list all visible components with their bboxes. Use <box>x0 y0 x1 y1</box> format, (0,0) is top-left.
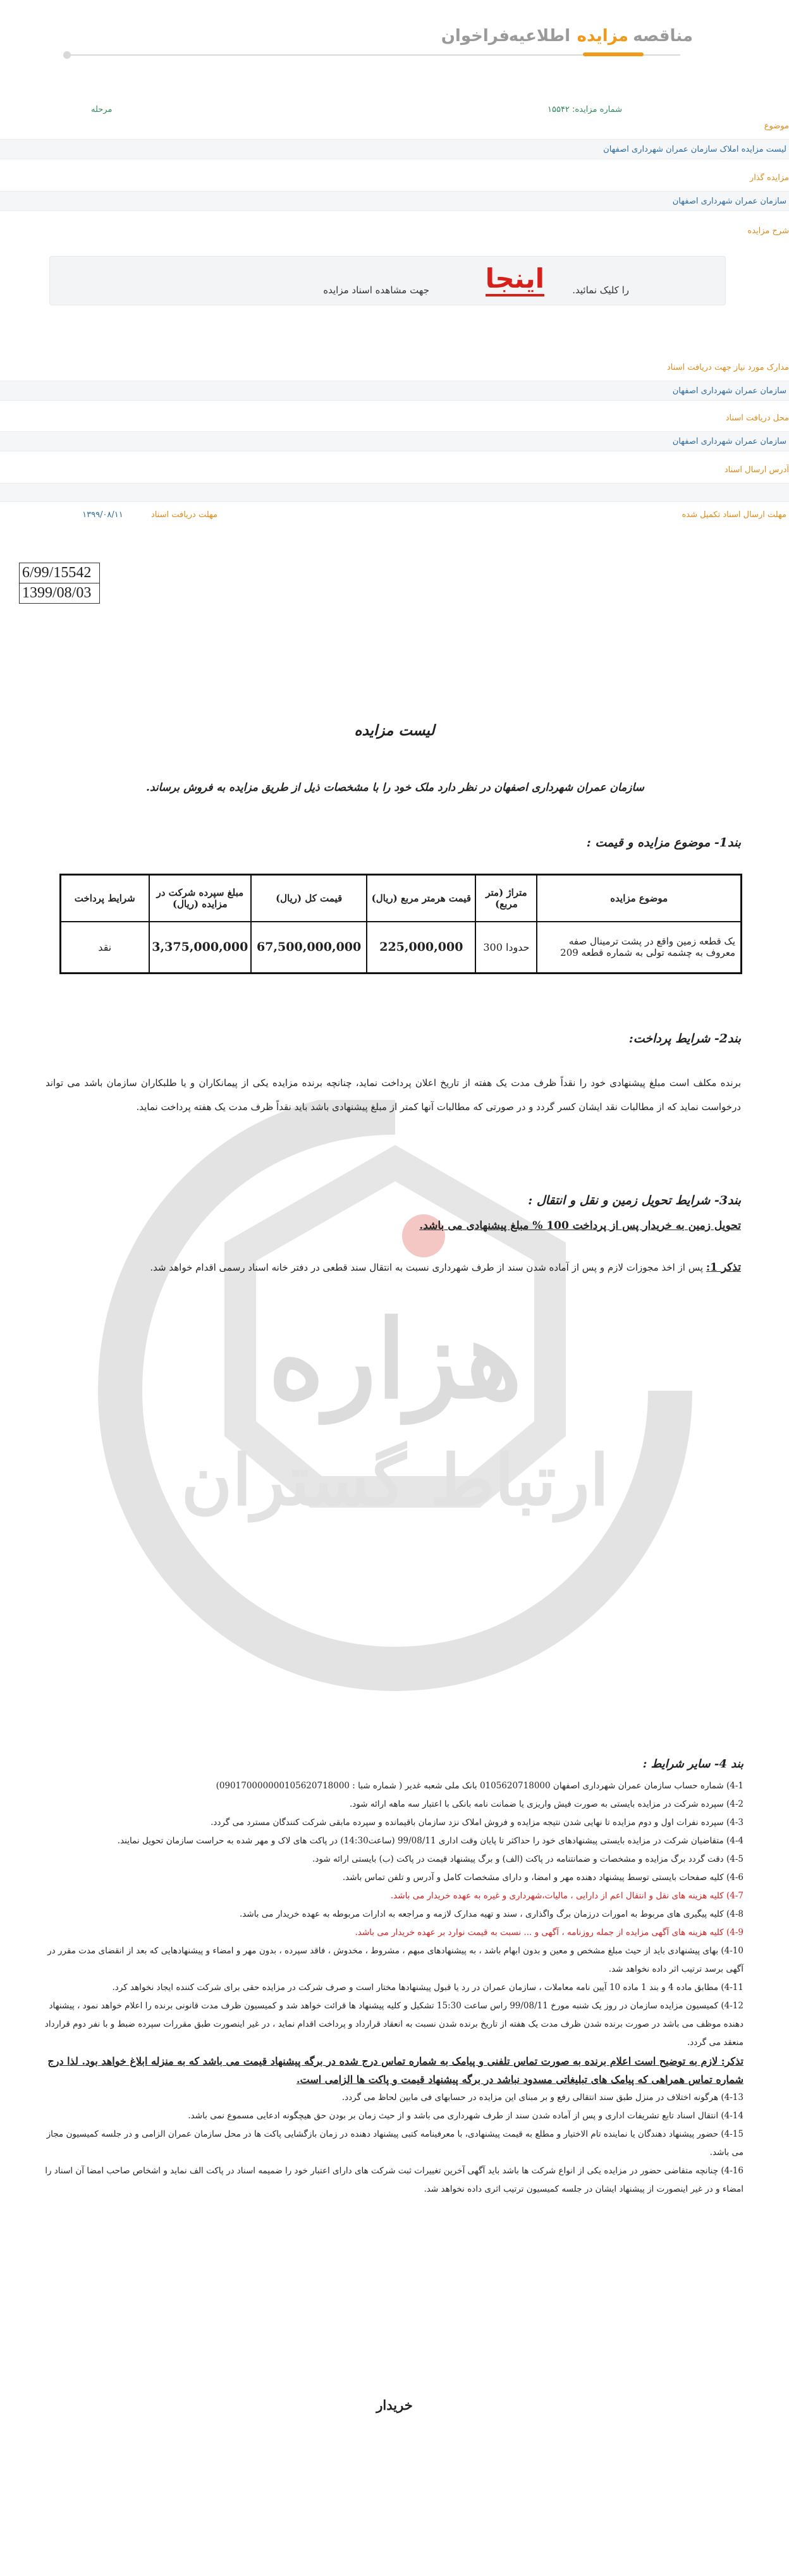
table-header: قیمت کل (ریال) <box>251 875 367 922</box>
table-header: مبلغ سپرده شرکت در مزایده (ریال) <box>149 875 252 922</box>
term-item: 4-11) مطابق ماده 4 و بند 1 ماده 10 آیین نامه معاملات ، سازمان عمران در رد یا قبول پیشنهادها مختار است و صرف شرکت در مزایده حقی برای شرکت کننده ایجاد نخواهد کرد. <box>112 1982 743 1993</box>
term-item: 4-7) کلیه هزینه های نقل و انتقال اعم از دارایی ، مالیات،شهرداری و غیره به عهده خریدار می باشد. <box>390 1891 743 1901</box>
delivery-line: تحویل زمین به خریدار پس از پرداخت 100 % مبلغ پیشنهادی می باشد. <box>419 1219 741 1232</box>
term-item: 4-15) حضور پیشنهاد دهندگان یا نماینده تام الاختیار و مطلع به قیمت پیشنهادی، با معرفینامه کتبی پیشنهاد دهنده در زمان بازگشایی پاکت ها در محل سازمان عمران الزامی و در جلسه کمیسیون مجاز می باشد. <box>46 2129 743 2158</box>
receive-place-field: سازمان عمران شهرداری اصفهان <box>0 431 789 451</box>
document-intro: سازمان عمران شهرداری اصفهان در نظر دارد ملک خود را با مشخصات ذیل از طریق مزایده به فروش برساند. <box>146 781 644 794</box>
term-item: 4-12) کمیسیون مزایده سازمان در روز یک شنبه مورخ 99/08/11 راس ساعت 15:30 تشکیل و کلیه پیشنهاد ها قرائت خواهد شد و کمیسیون ظرف مدت قانونی برنده را اعلام خواهد نمود ، پیشنهاد دهنده موظف می باشد در صورت برنده شدن ظرف مدت یک هفته از تاریخ برنده شدن نسبت به انعقاد قرارداد و پرداخت اقدام نماید ، در غیر اینصورت طبق مقررات سپرده ضبط و با نفر دوم قرارداد منعقد می گردد. <box>44 2001 743 2048</box>
description-label: شرح مزایده <box>747 226 789 236</box>
table-header-row <box>61 875 742 922</box>
watermark-logo <box>95 1100 695 1694</box>
subject-field: لیست مزایده املاک سازمان عمران شهرداری اصفهان <box>0 139 789 159</box>
buyer-signature-label: خریدار <box>376 2397 413 2413</box>
table-header: شرایط پرداخت <box>61 875 149 922</box>
document-title: لیست مزایده <box>354 722 435 739</box>
term-item: 4-4) متقاضیان شرکت در مزایده بایستی پیشنهادهای خود را حداکثر تا پایان وقت اداری 99/08/11 (ساعت14:30) در پاکت های لاک و مهر شده به حراست سازمان تحویل نمایند. <box>117 1836 743 1846</box>
stage-label: مرحله <box>91 105 113 114</box>
docs-label: مدارک مورد نیاز جهت دریافت اسناد <box>666 363 789 372</box>
tab-auction[interactable]: مزایده <box>577 27 628 46</box>
term-item: 4-10) بهای پیشنهادی باید از حیث مبلغ مشخص و معین و بدون ابهام باشد ، به پیشنهادهای مبهم ، مشروط ، مخدوش ، فاقد سپرده ، بدون مهر و امضاء و پیشنهادهایی که بعد از انقضای مدت مقرر در آگهی برسد ترتیب اثر داده نخواهد شد. <box>47 1946 743 1974</box>
payment-terms: برنده مکلف است مبلغ پیشنهادی خود را نقداً ظرف مدت یک هفته از تاریخ اعلان پرداخت نماید، چنانچه برنده مزایده یکی از پیمانکاران و یا طلبکاران سازمان باشد می تواند درخواست نماید که از مطالبات نقد ایشان کسر گردد و در صورتی که مطالبات آنها کمتر از مبلغ پیشنهادی باشد باید نقداً ظرف مدت یک هفته پرداخت نماید. <box>46 1077 741 1113</box>
receive-deadline: مهلت دریافت اسناد ۱۳۹۹/۰۸/۱۱ <box>82 510 217 520</box>
view-docs-prefix: جهت مشاهده اسناد مزایده <box>323 284 429 296</box>
receive-place-label: محل دریافت اسناد <box>725 413 789 423</box>
reference-date: 1399/08/03 <box>22 585 92 601</box>
tab-tender[interactable]: مناقصه <box>633 27 693 46</box>
other-terms <box>42 1755 743 2199</box>
table-cell: حدودا 300 <box>475 922 537 974</box>
term-item: 4-14) انتقال اسناد تابع تشریفات اداری و پس از آماده شدن سند از طرف شهرداری می باشد و از حیث زمان بر بودن حق هیچگونه ادعایی مسموع نمی باشد. <box>188 2111 743 2121</box>
reference-number: 6/99/15542 <box>20 563 99 583</box>
view-documents-box <box>49 256 726 305</box>
table-cell: 3,375,000,000 <box>149 922 252 974</box>
table-header: موضوع مزایده <box>537 875 741 922</box>
tab-underline <box>70 54 680 56</box>
send-address-label: آدرس ارسال اسناد <box>724 465 789 475</box>
section-2-title: بند2- شرایط پرداخت: <box>628 1032 741 1046</box>
tab-call[interactable]: فراخوان <box>441 27 510 46</box>
auction-items-table <box>59 874 742 974</box>
top-tabs <box>440 21 693 53</box>
term-item: 4-9) کلیه هزینه های آگهی مزایده از جمله روزنامه ، آگهی و ... نسبت به قیمت نوارد بر عهده خریدار می باشد. <box>355 1927 743 1938</box>
term-item: 4-6) کلیه صفحات بایستی توسط پیشنهاد دهنده مهر و امضا، و دارای مشخصات کامل و آدرس و تلفن تماس باشد. <box>342 1872 743 1883</box>
note-1: تذکر 1: پس از اخذ مجوزات لازم و پس از آماده شدن سند از طرف شهرداری نسبت به انتقال سند قطعی در دفتر خانه اسناد رسمی اقدام خواهد شد. <box>150 1261 741 1274</box>
organizer-field: سازمان عمران شهرداری اصفهان <box>0 191 789 211</box>
send-address-field <box>0 483 789 502</box>
section-4-title: بند 4- سایر شرایط : <box>642 1757 743 1771</box>
subject-label: موضوع <box>764 121 789 131</box>
term-item: 4-8) کلیه پیگیری های مربوط به امورات درزمان برگ واگذاری ، سند و تهیه مدارک لازمه و مراجعه به ادارات مربوطه به عهده خریدار می باشد. <box>239 1909 743 1919</box>
tab-announcement[interactable]: اطلاعیه <box>508 27 570 46</box>
table-cell: نقد <box>61 922 149 974</box>
term-item: 4-13) هرگونه اختلاف در منزل طبق سند انتقالی رفع و بر مبنای این مزایده در حسابهای فی مابین لحاظ می گردد. <box>341 2092 743 2103</box>
table-header: قیمت هرمتر مربع (ریال) <box>367 875 475 922</box>
table-cell: 225,000,000 <box>367 922 475 974</box>
watermark-text-2: ارتباط گستران <box>181 1439 609 1521</box>
table-cell: یک قطعه زمین واقع در پشت ترمینال صفه معروف به چشمه تولی به شماره قطعه 209 <box>537 922 741 974</box>
term-item: 4-1) شماره حساب سازمان عمران شهرداری اصفهان 0105620718000 بانک ملی شعبه غدیر ( شماره شبا : 090170000000105620718000) <box>216 1781 743 1791</box>
section-3-title: بند3- شرایط تحویل زمین و نقل و انتقال : <box>528 1193 741 1207</box>
table-header: متراژ (متر مربع) <box>475 875 537 922</box>
term-note: تذکر: لازم به توضیح است اعلام برنده به صورت تماس تلفنی و پیامک به شماره تماس درج شده در برگه پیشنهاد قیمت می باشد که به منزله ابلاغ خواهد بود. لذا درج شماره تماس همراهی که پیامک های تبلیغاتی مسدود نباشد در برگه پیشنهاد قیمت و پاکت ها الزامی است. <box>47 2055 743 2085</box>
term-item: 4-5) دقت گردد برگ مزایده و مشخصات و ضمانتنامه در پاکت (الف) و برگ پیشنهاد قیمت در پاکت (ب) بایستی ارائه شود. <box>312 1854 743 1864</box>
table-cell: 67,500,000,000 <box>251 922 367 974</box>
term-item: 4-16) چنانچه متقاضی حضور در مزایده یکی از انواع شرکت ها باشد باید آگهی آخرین تغییرات ثبت شرکت های دارای اعتبار خود را ضمیمه اسناد در پاکت الف نماید و اشخاص صاحب امضا آن اسناد را امضاء و در غیر اینصورت از پیشنهاد ایشان در جلسه کمیسیون ترتیب اثری داده نخواهد شد. <box>45 2166 743 2194</box>
view-docs-link[interactable]: اینجا <box>485 263 544 294</box>
term-item: 4-3) سپرده نفرات اول و دوم مزایده تا نهایی شدن نتیجه مزایده و فروش املاک نزد سازمان باقیمانده و سپرده مابقی شرکت کنندگان مسترد می گردد. <box>211 1817 743 1828</box>
watermark-text-1: هزاره <box>268 1297 522 1423</box>
docs-field: سازمان عمران شهرداری اصفهان <box>0 381 789 401</box>
document-reference <box>19 563 100 604</box>
auction-number: شماره مزایده: ۱۵۵۴۲ <box>547 105 623 114</box>
table-row <box>61 922 742 974</box>
section-1-title: بند1- موضوع مزایده و قیمت : <box>586 836 741 850</box>
view-docs-suffix: را کلیک نمائید. <box>572 284 629 296</box>
organizer-label: مزایده گذار <box>749 173 789 183</box>
term-item: 4-2) سپرده شرکت در مزایده بایستی به صورت فیش واریزی یا ضمانت نامه بانکی با اعتبار سه ماهه ارائه شود. <box>349 1799 743 1809</box>
send-deadline-label: مهلت ارسال اسناد تکمیل شده <box>682 510 786 520</box>
